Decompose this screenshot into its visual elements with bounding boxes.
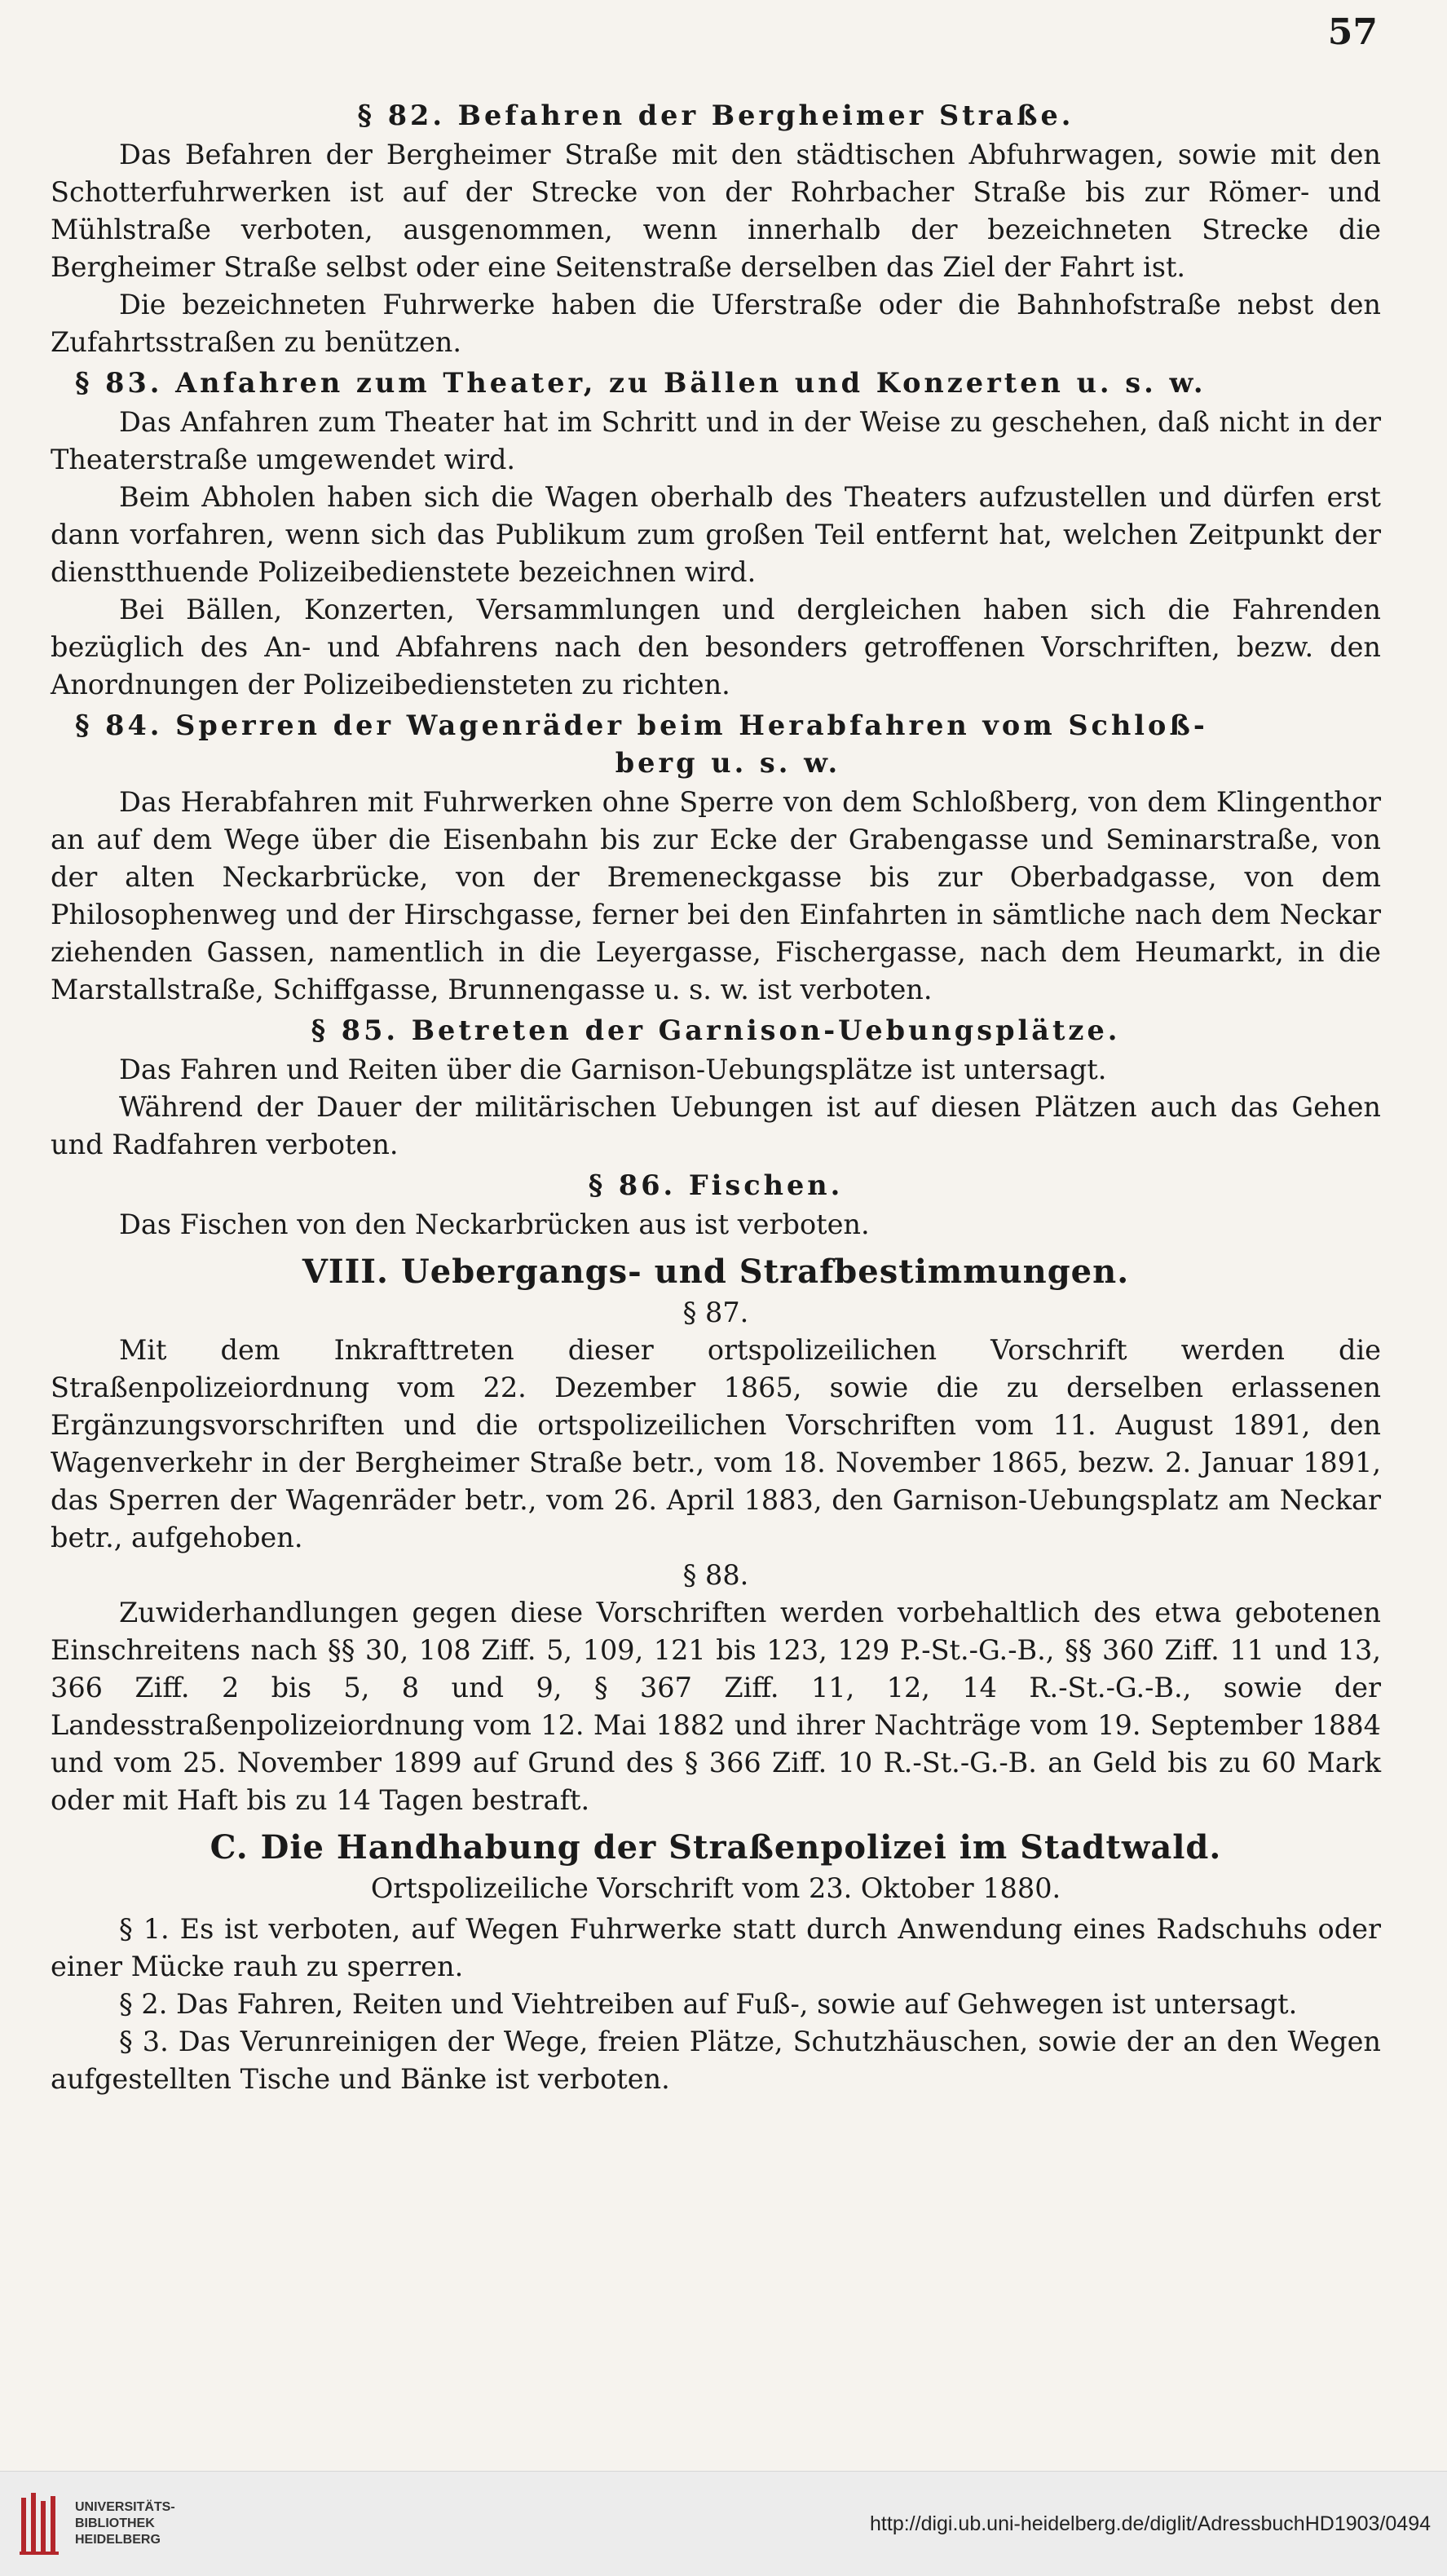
section-87-paragraph: Mit dem Inkrafttreten dieser ortspolizeilichen Vorschrift werden die Straßenpolizeiordnung vom 22. Dezember 1865, sowie die zu derselben erlassenen Ergänzungsvorschriften und die ortspolizeilichen Vorschriften vom 11. August 1891, den Wagenverkehr in der Bergheimer Straße betr., vom 18. November 1865, bezw. 2. Januar 1891, das Sperren der Wagenräder betr., vom 26. April 1883, den Garnison-Uebungsplatz am Neckar betr., aufgehoben. <box>51 1334 1381 1553</box>
part-c-paragraph: § 2. Das Fahren, Reiten und Viehtreiben auf Fuß-, sowie auf Gehwegen ist untersagt. <box>119 1988 1298 2020</box>
section-85-heading: § 85. Betreten der Garnison-Uebungsplätze. <box>311 1014 1121 1046</box>
part-c-paragraph: § 3. Das Verunreinigen der Wege, freien Plätze, Schutzhäuschen, sowie der an den Wegen aufgestellten Tische und Bänke ist verboten. <box>51 2026 1381 2095</box>
section-88-heading: § 88. <box>682 1559 749 1591</box>
section-82-heading: § 82. Befahren der Bergheimer Straße. <box>357 99 1074 131</box>
logo-line: HEIDELBERG <box>75 2533 161 2547</box>
section-84-heading <box>51 707 1381 782</box>
section-85-paragraph: Das Fahren und Reiten über die Garnison-Uebungsplätze ist untersagt. <box>119 1054 1107 1085</box>
section-83-paragraph: Bei Bällen, Konzerten, Versammlungen und dergleichen haben sich die Fahrenden bezüglich des An- und Abfahrens nach den besonders getroffenen Vorschriften, bezw. den Anordnungen der Polizeibediensteten zu richten. <box>51 594 1381 700</box>
part-c-subtitle: Ortspolizeiliche Vorschrift vom 23. Oktober 1880. <box>370 1872 1061 1904</box>
library-logo <box>18 2490 197 2558</box>
part-c-title: C. Die Handhabung der Straßenpolizei im Stadtwald. <box>210 1828 1222 1867</box>
section-84-heading-line2: berg u. s. w. <box>615 747 841 779</box>
page-content <box>51 94 1381 2098</box>
section-85-paragraph: Während der Dauer der militärischen Uebungen ist auf diesen Plätzen auch das Gehen und Radfahren verboten. <box>51 1091 1381 1160</box>
viewer-footer <box>0 2471 1447 2576</box>
section-86-paragraph: Das Fischen von den Neckarbrücken aus ist verboten. <box>119 1208 870 1240</box>
library-seal-icon <box>18 2490 65 2558</box>
section-84-paragraph: Das Herabfahren mit Fuhrwerken ohne Sperre von dem Schloßberg, von dem Klingenthor an auf dem Wege über die Eisenbahn bis zur Ecke der Grabengasse und Seminarstraße, von der alten Neckarbrücke, von der Bremeneckgasse bis zur Oberbadgasse, von dem Philosophenweg und der Hirschgasse, ferner bei den Einfahrten in sämtliche nach dem Neckar ziehenden Gassen, namentlich in die Leyergasse, Fischergasse, nach dem Heumarkt, in die Marstallstraße, Schiffgasse, Brunnengasse u. s. w. ist verboten. <box>51 786 1381 1005</box>
page-number: 57 <box>1327 11 1378 53</box>
section-87-heading: § 87. <box>682 1297 749 1328</box>
section-88-paragraph: Zuwiderhandlungen gegen diese Vorschriften werden vorbehaltlich des etwa gebotenen Einschreitens nach §§ 30, 108 Ziff. 5, 109, 121 bis 123, 129 P.-St.-G.-B., §§ 360 Ziff. 11 und 13, 366 Ziff. 2 bis 5, 8 und 9, § 367 Ziff. 11, 12, 14 R.-St.-G.-B., sowie der Landesstraßenpolizeiordnung vom 12. Mai 1882 und ihrer Nachträge vom 19. September 1884 und vom 25. November 1899 auf Grund des § 366 Ziff. 10 R.-St.-G.-B. an Geld bis zu 60 Mark oder mit Haft bis zu 14 Tagen bestraft. <box>51 1597 1381 1816</box>
section-86-heading: § 86. Fischen. <box>588 1169 844 1201</box>
part-c-paragraph: § 1. Es ist verboten, auf Wegen Fuhrwerke statt durch Anwendung eines Radschuhs oder einer Mücke rauh zu sperren. <box>51 1913 1381 1982</box>
logo-line: UNIVERSITÄTS- <box>75 2500 175 2514</box>
section-83-paragraph: Das Anfahren zum Theater hat im Schritt und in der Weise zu geschehen, daß nicht in der Theaterstraße umgewendet wird. <box>51 406 1381 475</box>
section-82-paragraph: Das Befahren der Bergheimer Straße mit den städtischen Abfuhrwagen, sowie mit den Schotterfuhrwerken ist auf der Strecke von der Rohrbacher Straße bis zur Römer- und Mühlstraße verboten, ausgenommen, wenn innerhalb der bezeichneten Strecke die Bergheimer Straße selbst oder eine Seitenstraße derselben das Ziel der Fahrt ist. <box>51 139 1381 283</box>
library-logo-text <box>75 2499 175 2548</box>
source-url-link[interactable]: http://digi.ub.uni-heidelberg.de/diglit/AdressbuchHD1903/0494 <box>870 2512 1431 2535</box>
chapter-viii-title: VIII. Uebergangs- und Strafbestimmungen. <box>302 1253 1130 1291</box>
section-82-paragraph: Die bezeichneten Fuhrwerke haben die Uferstraße oder die Bahnhofstraße nebst den Zufahrtsstraßen zu benützen. <box>51 289 1381 358</box>
section-83-paragraph: Beim Abholen haben sich die Wagen oberhalb des Theaters aufzustellen und dürfen erst dann vorfahren, wenn sich das Publikum zum großen Teil entfernt hat, welchen Zeitpunkt der dienstthuende Polizeibedienstete bezeichnen wird. <box>51 481 1381 588</box>
logo-line: BIBLIOTHEK <box>75 2516 155 2530</box>
section-83-heading: § 83. Anfahren zum Theater, zu Bällen und Konzerten u. s. w. <box>75 367 1207 399</box>
section-84-heading-line1: § 84. Sperren der Wagenräder beim Herabfahren vom Schloß- <box>75 709 1208 741</box>
